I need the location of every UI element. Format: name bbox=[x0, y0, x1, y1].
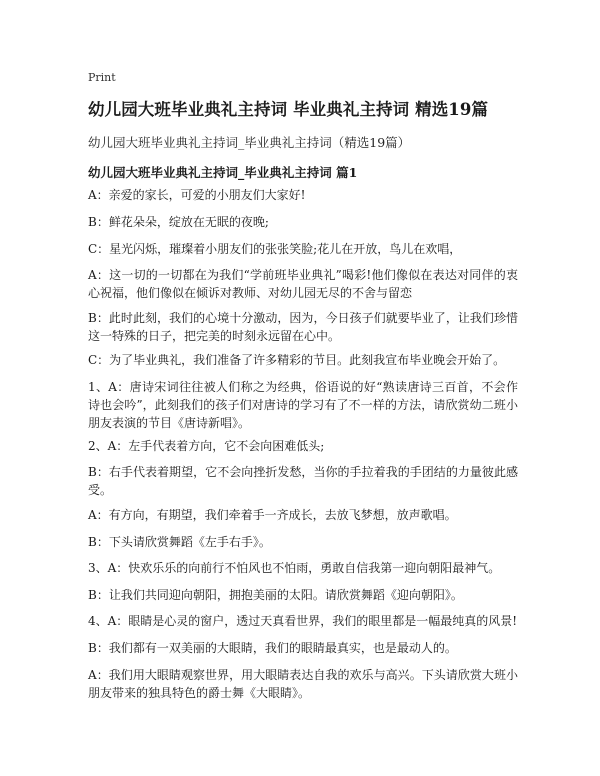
page-title: 幼儿园大班毕业典礼主持词 毕业典礼主持词 精选19篇 bbox=[88, 100, 489, 119]
section-heading: 幼儿园大班毕业典礼主持词_毕业典礼主持词 篇1 bbox=[88, 165, 358, 180]
paragraph: 2、A：左手代表着方向，它不会向困难低头; bbox=[88, 439, 325, 453]
paragraph: A：我们用大眼睛观察世界，用大眼睛表达自我的欢乐与高兴。下头请欣赏大班小朋友带来的独具特色的爵士舞《大眼睛》。 bbox=[88, 668, 518, 700]
paragraph: 1、A：唐诗宋词往往被人们称之为经典，俗语说的好“熟读唐诗三百首，不会作诗也会吟”，此刻我们的孩子们对唐诗的学习有了不一样的方法，请欣赏幼二班小朋友表演的节目《唐诗新唱》。 bbox=[88, 380, 518, 430]
paragraph: B：我们都有一双美丽的大眼睛，我们的眼睛最真实，也是最动人的。 bbox=[88, 641, 457, 655]
paragraph: B：下头请欣赏舞蹈《左手右手》。 bbox=[88, 535, 271, 549]
page-subtitle: 幼儿园大班毕业典礼主持词_毕业典礼主持词（精选19篇） bbox=[88, 135, 411, 150]
paragraph: A：亲爱的家长，可爱的小朋友们大家好! bbox=[88, 188, 306, 202]
paragraph: 3、A：快欢乐乐的向前行不怕风也不怕雨，勇敢自信我第一迎向朝阳最神气。 bbox=[88, 561, 501, 575]
paragraph: A：有方向，有期望，我们牵着手一齐成长，去放飞梦想，放声歌唱。 bbox=[88, 508, 457, 522]
print-link[interactable]: Print bbox=[88, 71, 116, 84]
paragraph: C：为了毕业典礼，我们准备了许多精彩的节目。此刻我宣布毕业晚会开始了。 bbox=[88, 353, 506, 367]
paragraph: C：星光闪烁，璀璨着小朋友们的张张笑脸;花儿在开放，鸟儿在欢唱， bbox=[88, 242, 462, 256]
paragraph: B：右手代表着期望，它不会向挫折发愁，当你的手拉着我的手团结的力量彼此感受。 bbox=[88, 465, 518, 497]
paragraph: A：这一切的一切都在为我们“学前班毕业典礼”喝彩!他们像似在表达对同伴的衷心祝福，他们像似在倾诉对教师、对幼儿园无尽的不舍与留恋 bbox=[88, 268, 518, 300]
paragraph: B：让我们共同迎向朝阳，拥抱美丽的太阳。请欣赏舞蹈《迎向朝阳》。 bbox=[88, 588, 463, 602]
paragraph: B：鲜花朵朵，绽放在无眠的夜晚; bbox=[88, 215, 269, 229]
paragraph: 4、A：眼睛是心灵的窗户，透过天真看世界，我们的眼里都是一幅最纯真的风景! bbox=[88, 614, 518, 628]
paragraph: B：此时此刻，我们的心境十分激动，因为，今日孩子们就要毕业了，让我们珍惜这一特殊的日子，把完美的时刻永远留在心中。 bbox=[88, 311, 518, 343]
